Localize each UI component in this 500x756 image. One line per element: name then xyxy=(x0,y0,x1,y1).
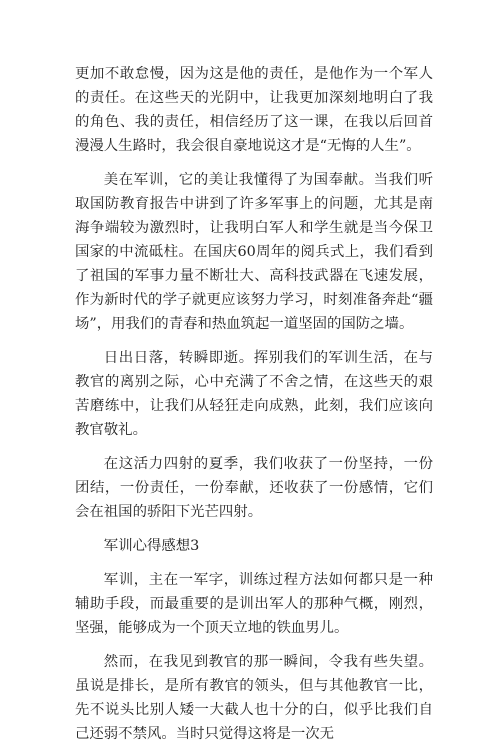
document-body xyxy=(75,62,433,756)
paragraph-3: 日出日落，转瞬即逝。挥别我们的军训生活，在与教官的离别之际，心中充满了不舍之情，在这些天的艰苦磨练中，让我们从轻狂走向成熟，此刻，我们应该向教官敬礼。 xyxy=(75,350,433,438)
paragraph-6: 然而，在我见到教官的那一瞬间，令我有些失望。虽说是排长，是所有教官的领头，但与其他教官一比，先不说头比别人矮一大截人也十分的白，似乎比我们自己还弱不禁风。当时只觉得这将是一次无 xyxy=(75,654,433,742)
paragraph-4: 在这活力四射的夏季，我们收获了一份坚持，一份团结，一份责任，一份奉献，还收获了一份感情，它们会在祖国的骄阳下光芒四射。 xyxy=(75,456,433,520)
section-heading: 军训心得感想3 xyxy=(103,538,200,554)
paragraph-2: 美在军训，它的美让我懂得了为国奉献。当我们听取国防教育报告中讲到了许多军事上的问题，尤其是南海争端较为激烈时，让我明白军人和学生就是当今保卫国家的中流砥柱。在国庆60周年的阅兵式上，我们看到了祖国的军事力量不断壮大、高科技武器在飞速发展，作为新时代的学子就更应该努力学习，时刻准备奔赴“疆场”，用我们的青春和热血筑起一道坚固的国防之墙。 xyxy=(75,172,433,332)
paragraph-1: 更加不敢怠慢，因为这是他的责任，是他作为一个军人的责任。在这些天的光阴中，让我更加深刻地明白了我的角色、我的责任，相信经历了这一课，在我以后回首漫漫人生路时，我会很自豪地说这才是“无悔的人生”。 xyxy=(75,66,433,154)
paragraph-5: 军训，主在一军字，训练过程方法如何都只是一种辅助手段，而最重要的是训出军人的那种气概，刚烈，坚强，能够成为一个顶天立地的铁血男儿。 xyxy=(75,572,433,636)
